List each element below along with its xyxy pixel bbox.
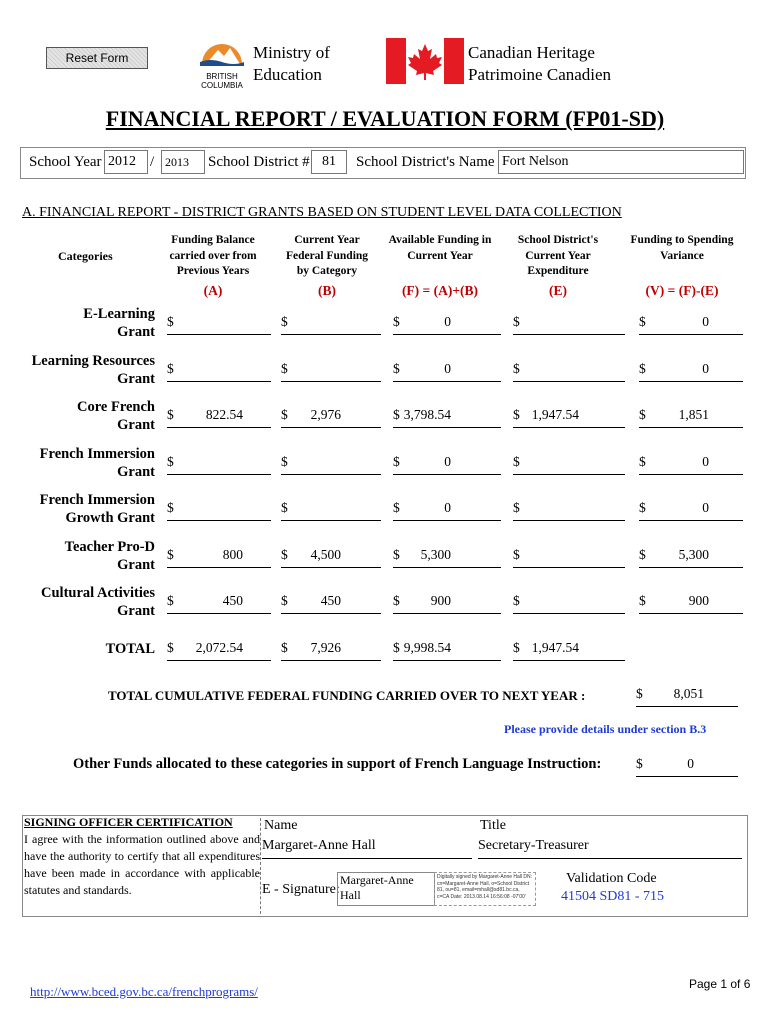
amount-field[interactable] bbox=[639, 547, 743, 568]
currency-sign: $ bbox=[393, 407, 400, 422]
district-number-field[interactable]: 81 bbox=[311, 150, 347, 174]
amount-field[interactable] bbox=[639, 500, 743, 521]
column-header-line1: Current Year bbox=[294, 234, 360, 246]
currency-sign: $ bbox=[167, 453, 174, 469]
category-label bbox=[18, 398, 155, 434]
column-header-line2: Current Year bbox=[407, 249, 473, 262]
year-start-field[interactable]: 2012 bbox=[104, 150, 148, 174]
amount-field[interactable] bbox=[167, 454, 271, 475]
amount-value: 0 bbox=[444, 360, 451, 376]
currency-sign: $ bbox=[513, 360, 520, 376]
currency-sign: $ bbox=[639, 360, 646, 376]
amount-field[interactable] bbox=[639, 314, 743, 335]
currency-sign: $ bbox=[513, 640, 520, 655]
category-name1: E-Learning bbox=[83, 306, 155, 322]
currency-sign: $ bbox=[639, 500, 646, 515]
bc-logo bbox=[196, 38, 248, 90]
reset-form-button[interactable]: Reset Form bbox=[46, 47, 148, 69]
category-name2: Grant bbox=[117, 603, 155, 619]
amount-field[interactable] bbox=[281, 547, 381, 568]
esignature-label: E - Signature: bbox=[262, 882, 340, 897]
categories-header: Categories bbox=[58, 249, 113, 263]
maple-leaf-icon bbox=[386, 38, 464, 84]
amount-value: 0 bbox=[702, 500, 709, 515]
cumulative-field[interactable] bbox=[636, 686, 738, 707]
category-label bbox=[18, 305, 155, 341]
amount-field[interactable] bbox=[393, 593, 501, 614]
column-header bbox=[375, 233, 505, 280]
currency-sign: $ bbox=[393, 500, 400, 515]
column-header bbox=[275, 233, 379, 280]
amount-field[interactable] bbox=[167, 500, 271, 521]
total-amount-field[interactable] bbox=[393, 640, 501, 661]
canadian-heritage-name bbox=[468, 42, 611, 86]
ministry-name bbox=[253, 42, 330, 86]
category-name2: Growth Grant bbox=[65, 510, 155, 526]
currency-sign: $ bbox=[393, 640, 400, 655]
currency-sign: $ bbox=[281, 500, 288, 515]
amount-field[interactable] bbox=[513, 593, 625, 614]
category-label bbox=[18, 538, 155, 574]
currency-sign: $ bbox=[639, 593, 646, 608]
column-header-line3 bbox=[375, 264, 505, 280]
currency-sign: $ bbox=[513, 407, 520, 422]
column-header bbox=[620, 233, 744, 280]
total-amount-field[interactable] bbox=[281, 640, 381, 661]
column-header-line1: Funding Balance bbox=[171, 234, 255, 246]
amount-field[interactable] bbox=[639, 593, 743, 614]
column-header-line2: carried over from bbox=[169, 249, 257, 262]
amount-value: 450 bbox=[320, 593, 341, 608]
currency-sign: $ bbox=[513, 546, 520, 562]
heritage-line1: Canadian Heritage bbox=[468, 43, 595, 62]
currency-sign: $ bbox=[393, 360, 400, 376]
category-name1: Learning Resources bbox=[31, 352, 155, 369]
column-header bbox=[158, 233, 268, 280]
school-district-label: School District # bbox=[208, 154, 310, 170]
category-label bbox=[18, 584, 155, 620]
amount-field[interactable] bbox=[393, 407, 501, 428]
amount-field[interactable] bbox=[513, 500, 625, 521]
other-funds-value: 0 bbox=[687, 756, 694, 771]
currency-sign: $ bbox=[281, 407, 288, 422]
currency-sign: $ bbox=[639, 407, 646, 422]
amount-field[interactable] bbox=[513, 407, 625, 428]
category-name2: Grant bbox=[117, 417, 155, 433]
currency-sign: $ bbox=[167, 546, 174, 562]
amount-value: 2,072.54 bbox=[195, 640, 243, 655]
amount-value: 0 bbox=[444, 314, 451, 329]
category-label bbox=[18, 352, 155, 388]
column-header-line1: Funding to Spending bbox=[630, 234, 734, 246]
amount-value: 822.54 bbox=[205, 407, 243, 422]
cumulative-label: TOTAL CUMULATIVE FEDERAL FUNDING CARRIED OVER TO NEXT YEAR : bbox=[108, 688, 586, 703]
amount-field[interactable] bbox=[393, 361, 501, 382]
amount-field[interactable] bbox=[167, 361, 271, 382]
currency-sign: $ bbox=[167, 314, 174, 329]
title-field[interactable]: Secretary-Treasurer bbox=[478, 836, 742, 859]
amount-value: 0 bbox=[444, 453, 451, 469]
amount-value: 0 bbox=[702, 360, 709, 376]
currency-sign: $ bbox=[281, 640, 288, 655]
column-header-line3 bbox=[620, 264, 744, 280]
currency-sign: $ bbox=[281, 314, 288, 329]
category-name2: Grant bbox=[117, 556, 155, 573]
total-amount-field[interactable] bbox=[513, 640, 625, 661]
amount-field[interactable] bbox=[513, 454, 625, 475]
column-code: (A) bbox=[203, 283, 223, 298]
heritage-line2: Patrimoine Canadien bbox=[468, 65, 612, 84]
column-header-line2: Variance bbox=[660, 249, 704, 262]
digital-signature-stamp: Digitally signed by Margaret-Anne Hall DN: cn=Margaret-Anne Hall, o=School District 81, ou=81, email=mhall@sd81.bc.ca, c=CA Date: 2013.08.14 16:56:08 -07'00' bbox=[434, 872, 536, 906]
currency-sign: $ bbox=[513, 500, 520, 515]
amount-field[interactable] bbox=[167, 593, 271, 614]
amount-value: 5,300 bbox=[420, 546, 451, 562]
currency-sign: $ bbox=[636, 756, 643, 771]
other-funds-field[interactable] bbox=[636, 756, 738, 777]
school-year-label: School Year bbox=[29, 154, 102, 170]
category-name2: Grant bbox=[117, 324, 155, 340]
amount-field[interactable] bbox=[281, 500, 381, 521]
amount-value: 800 bbox=[222, 546, 243, 562]
signature-name-line1: Margaret-Anne bbox=[340, 873, 414, 887]
amount-value: 9,998.54 bbox=[403, 640, 451, 655]
category-name1: French Immersion bbox=[39, 445, 155, 462]
page-number: Page 1 of 6 bbox=[689, 977, 751, 991]
currency-sign: $ bbox=[393, 546, 400, 562]
currency-sign: $ bbox=[639, 453, 646, 469]
certification-text: I agree with the information outlined above and have the authority to certify that all expenditures have been made in accordance with applicable statutes and standards. bbox=[24, 832, 260, 897]
amount-field[interactable] bbox=[513, 547, 625, 568]
column-header-line2: Federal Funding bbox=[285, 249, 369, 262]
canada-flag bbox=[386, 38, 464, 89]
signing-officer-title: SIGNING OFFICER CERTIFICATION bbox=[24, 815, 233, 829]
amount-value: 4,500 bbox=[310, 546, 341, 562]
name-field[interactable]: Margaret-Anne Hall bbox=[262, 836, 472, 859]
amount-field[interactable] bbox=[513, 361, 625, 382]
divider bbox=[260, 818, 261, 914]
column-header-line1: School District's bbox=[517, 234, 599, 246]
amount-field[interactable] bbox=[639, 407, 743, 428]
column-code: (F) = (A)+(B) bbox=[401, 283, 479, 298]
total-label: TOTAL bbox=[105, 641, 155, 657]
amount-field[interactable] bbox=[167, 547, 271, 568]
column-header-line3: Expenditure bbox=[527, 265, 589, 277]
category-name1: Cultural Activities bbox=[41, 585, 155, 601]
name-label: Name bbox=[264, 818, 298, 833]
amount-field[interactable] bbox=[639, 361, 743, 382]
district-name-field[interactable]: Fort Nelson bbox=[498, 150, 744, 174]
column-header-line2: Current Year bbox=[525, 249, 591, 262]
amount-value: 450 bbox=[222, 593, 243, 608]
amount-value: 3,798.54 bbox=[403, 407, 451, 422]
column-code: (E) bbox=[549, 283, 567, 298]
column-header-line3: by Category bbox=[296, 265, 358, 277]
total-amount-field[interactable] bbox=[167, 640, 271, 661]
currency-sign: $ bbox=[639, 546, 646, 562]
currency-sign: $ bbox=[393, 453, 400, 469]
category-name1: Core French bbox=[77, 399, 155, 415]
column-header-line1: Available Funding in bbox=[388, 234, 492, 246]
column-header-line3: Previous Years bbox=[176, 265, 250, 277]
cumulative-value: 8,051 bbox=[673, 686, 704, 701]
currency-sign: $ bbox=[167, 593, 174, 608]
currency-sign: $ bbox=[636, 686, 643, 701]
amount-value: 1,947.54 bbox=[531, 640, 579, 655]
validation-code-value: 41504 SD81 - 715 bbox=[561, 889, 665, 904]
year-end-field[interactable]: 2013 bbox=[161, 150, 205, 174]
amount-field[interactable] bbox=[639, 454, 743, 475]
currency-sign: $ bbox=[393, 593, 400, 608]
other-funds-label: Other Funds allocated to these categories in support of French Language Instruction: bbox=[73, 756, 602, 772]
amount-field[interactable] bbox=[281, 407, 381, 428]
amount-field[interactable] bbox=[281, 314, 381, 335]
signature-name-line2: Hall bbox=[340, 888, 361, 902]
category-name1: French Immersion bbox=[39, 492, 155, 508]
section-b3-note: Please provide details under section B.3 bbox=[504, 722, 707, 736]
ministry-line1: Ministry of bbox=[253, 43, 330, 62]
currency-sign: $ bbox=[281, 360, 288, 376]
year-separator: / bbox=[150, 154, 155, 170]
amount-field[interactable] bbox=[281, 593, 381, 614]
amount-value: 0 bbox=[702, 314, 709, 329]
section-a-heading: A. FINANCIAL REPORT - DISTRICT GRANTS BASED ON STUDENT LEVEL DATA COLLECTION bbox=[22, 205, 622, 220]
validation-code-label: Validation Code bbox=[566, 871, 657, 886]
category-label bbox=[18, 445, 155, 481]
amount-value: 7,926 bbox=[310, 640, 341, 655]
amount-field[interactable] bbox=[513, 314, 625, 335]
currency-sign: $ bbox=[167, 360, 174, 376]
amount-value: 2,976 bbox=[310, 407, 341, 422]
amount-field[interactable] bbox=[393, 500, 501, 521]
amount-value: 1,851 bbox=[678, 407, 709, 422]
currency-sign: $ bbox=[393, 314, 400, 329]
category-label bbox=[18, 491, 155, 527]
amount-value: 1,947.54 bbox=[531, 407, 579, 422]
amount-field[interactable] bbox=[281, 361, 381, 382]
french-programs-link[interactable]: http://www.bced.gov.bc.ca/frenchprograms/ bbox=[30, 984, 258, 999]
currency-sign: $ bbox=[281, 453, 288, 469]
currency-sign: $ bbox=[639, 314, 646, 329]
amount-field[interactable] bbox=[167, 407, 271, 428]
currency-sign: $ bbox=[167, 640, 174, 655]
currency-sign: $ bbox=[281, 593, 288, 608]
district-name-label: School District's Name bbox=[356, 154, 495, 170]
amount-field[interactable] bbox=[393, 547, 501, 568]
bc-logo-line1: BRITISH bbox=[206, 72, 238, 81]
bc-logo-line2: COLUMBIA bbox=[201, 81, 243, 90]
currency-sign: $ bbox=[167, 407, 174, 422]
column-header bbox=[503, 233, 613, 280]
currency-sign: $ bbox=[167, 500, 174, 515]
amount-value: 5,300 bbox=[678, 546, 709, 562]
amount-field[interactable] bbox=[393, 454, 501, 475]
esignature-field[interactable] bbox=[337, 872, 435, 906]
category-name1: Teacher Pro-D bbox=[64, 538, 155, 555]
amount-value: 900 bbox=[688, 593, 709, 608]
currency-sign: $ bbox=[513, 314, 520, 329]
page-title: FINANCIAL REPORT / EVALUATION FORM (FP01-SD) bbox=[105, 106, 665, 131]
bc-sun-icon bbox=[196, 38, 248, 66]
category-name2: Grant bbox=[117, 370, 155, 387]
ministry-line2: Education bbox=[253, 65, 322, 84]
category-name2: Grant bbox=[117, 463, 155, 480]
currency-sign: $ bbox=[281, 546, 288, 562]
amount-value: 0 bbox=[444, 500, 451, 515]
currency-sign: $ bbox=[513, 593, 520, 608]
currency-sign: $ bbox=[513, 453, 520, 469]
amount-field[interactable] bbox=[281, 454, 381, 475]
amount-field[interactable] bbox=[393, 314, 501, 335]
title-label: Title bbox=[480, 818, 506, 833]
amount-field[interactable] bbox=[167, 314, 271, 335]
column-code: (V) = (F)-(E) bbox=[645, 283, 719, 298]
column-code: (B) bbox=[318, 283, 336, 298]
amount-value: 0 bbox=[702, 453, 709, 469]
amount-value: 900 bbox=[430, 593, 451, 608]
